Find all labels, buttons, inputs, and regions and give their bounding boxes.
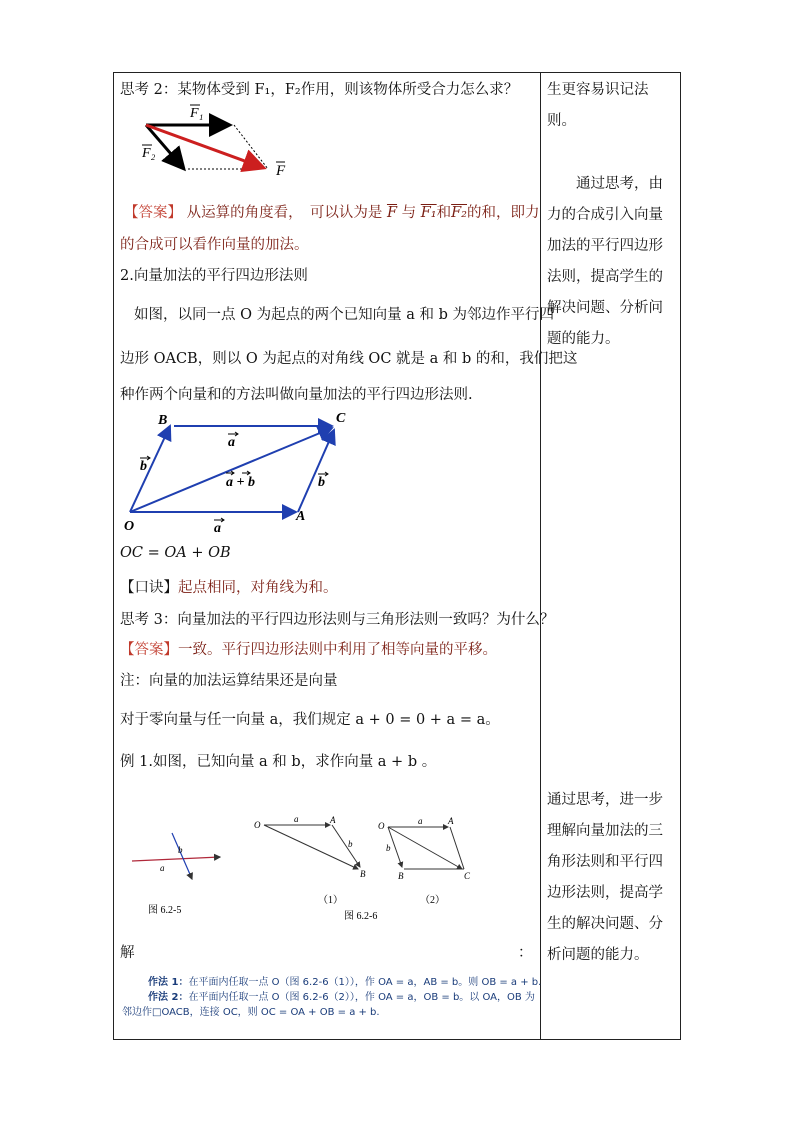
fig626-2-o: O [378, 821, 385, 831]
label-b-left: b [140, 459, 147, 474]
answer2-f2: F₂ [451, 205, 467, 221]
ob-vector [130, 426, 170, 512]
fig626-1-o: O [254, 820, 261, 830]
fig626-1-a: a [294, 814, 299, 824]
note-line: 注：向量的加法运算结果还是向量 [120, 673, 338, 689]
figure-6-2-6 [252, 813, 502, 923]
mnemonic-tag: 【口诀】 [120, 580, 178, 596]
fig626-sub2: （2） [420, 895, 445, 906]
mnemonic-line [120, 578, 338, 598]
mnemonic-text: 起点相同，对角线为和。 [178, 580, 338, 596]
method2-text: 在平面内任取一点 O（图 6.2-6（2）），作 OA = a，OB = b。以 OA，OB 为 [188, 992, 535, 1003]
point-a: A [296, 509, 306, 524]
label-sum: a + b [226, 475, 255, 490]
answer2-f: $\overline{F}$ [386, 205, 398, 221]
solution-label: 解 [120, 945, 135, 961]
fig626-1-a-point: A [330, 815, 336, 825]
fig626-2-b-point: B [398, 871, 404, 881]
side-note-1: 生更容易识记法则。 [547, 82, 649, 129]
answer3-tag: 【答案】 [120, 642, 178, 658]
answer2-line1 [124, 203, 540, 223]
side-note-2: 通过思考，由力的合成引入向量加法的平行四边形法则，提高学生的解决问题、分析问题的能力。 [547, 176, 663, 347]
method2-tag: 作法 2： [148, 992, 189, 1003]
answer3-text: 一致。平行四边形法则中利用了相等向量的平移。 [178, 642, 497, 658]
answer2-f1: F₁ [420, 205, 437, 221]
force-diagram [134, 99, 304, 179]
fig626-2-b: b [386, 843, 391, 853]
f-label: F [276, 163, 286, 179]
fig626-1-b-point: B [360, 869, 366, 879]
lesson-table [113, 72, 681, 1040]
fig626-caption: 图 6.2-6 [344, 911, 378, 922]
para-line-2: 边形 OACB，则以 O 为起点的对角线 OC 就是 a 和 b 的和，我们把这 [120, 351, 578, 367]
figure-6-2-5 [128, 821, 228, 919]
f2-label: F₂ [142, 146, 156, 161]
fig626-1-ab [332, 825, 360, 867]
parallelogram-diagram [118, 408, 358, 533]
fig626-2-a: a [418, 816, 423, 826]
label-a-bottom: a [214, 521, 221, 533]
fig625-label-a: a [160, 863, 165, 873]
para-line-3: 种作两个向量和的方法叫做向量加法的平行四边形法则. [120, 387, 473, 403]
answer3-line [120, 640, 497, 660]
method1-text: 在平面内任取一点 O（图 6.2-6（1）），作 OA = a，AB = b。则 OB = a + b. [188, 977, 542, 988]
ac-vector [298, 430, 334, 512]
formula: OC = OA + OB [120, 545, 231, 561]
fig626-1-ob [264, 825, 358, 869]
fig625-vector-b [172, 833, 192, 879]
point-o: O [124, 519, 135, 533]
section-heading: 2.向量加法的平行四边形法则 [120, 268, 308, 284]
answer2-text-2: 的和，即力 [467, 205, 540, 221]
method-1 [148, 975, 541, 990]
fig626-sub1: （1） [318, 895, 343, 906]
fig625-caption: 图 6.2-5 [148, 905, 182, 916]
zero-rule: 对于零向量与任一向量 a，我们规定 a + 0 = 0 + a = a。 [120, 712, 500, 728]
fig626-2-ac [450, 827, 464, 869]
fig626-2-a-point: A [448, 816, 454, 826]
method-2-continued: 邻边作□OACB，连接 OC，则 OC = OA + OB = a + b. [122, 1007, 380, 1018]
column-divider [540, 73, 541, 1039]
method-2 [148, 990, 535, 1005]
example-1: 例 1.如图，已知向量 a 和 b，求作向量 a + b 。 [120, 754, 437, 770]
answer2-text-1: 从运算的角度看， 可以认为是 [186, 205, 383, 221]
method1-tag: 作法 1： [148, 977, 189, 988]
fig626-1-b: b [348, 839, 353, 849]
solution-colon: ： [518, 945, 533, 961]
fig626-2-oc [388, 827, 462, 869]
f1-label: F₁ [190, 106, 204, 121]
label-a-top: a [228, 435, 235, 450]
point-c: C [336, 411, 346, 426]
think2-question: 思考 2：某物体受到 F₁，F₂作用，则该物体所受合力怎么求？ [120, 82, 519, 98]
answer2-and: 和 [436, 205, 452, 221]
fig626-2-c-point: C [464, 871, 471, 881]
para-line-1: 如图，以同一点 O 为起点的两个已知向量 a 和 b 为邻边作平行四 [134, 307, 554, 323]
side-note-3: 通过思考，进一步理解向量加法的三角形法则和平行四边形法则，提高学生的解决问题、分析问题的能力。 [547, 792, 663, 963]
answer2-line2: 的合成可以看作向量的加法。 [120, 237, 309, 253]
point-b: B [158, 413, 168, 428]
think3-question: 思考 3：向量加法的平行四边形法则与三角形法则一致吗？为什么？ [120, 612, 555, 628]
answer2-tag: 【答案】 [124, 205, 182, 221]
fig625-label-b: b [178, 845, 183, 855]
label-b-right: b [318, 475, 325, 490]
answer2-with: 与 [401, 205, 417, 221]
fig625-vector-a [132, 857, 220, 861]
